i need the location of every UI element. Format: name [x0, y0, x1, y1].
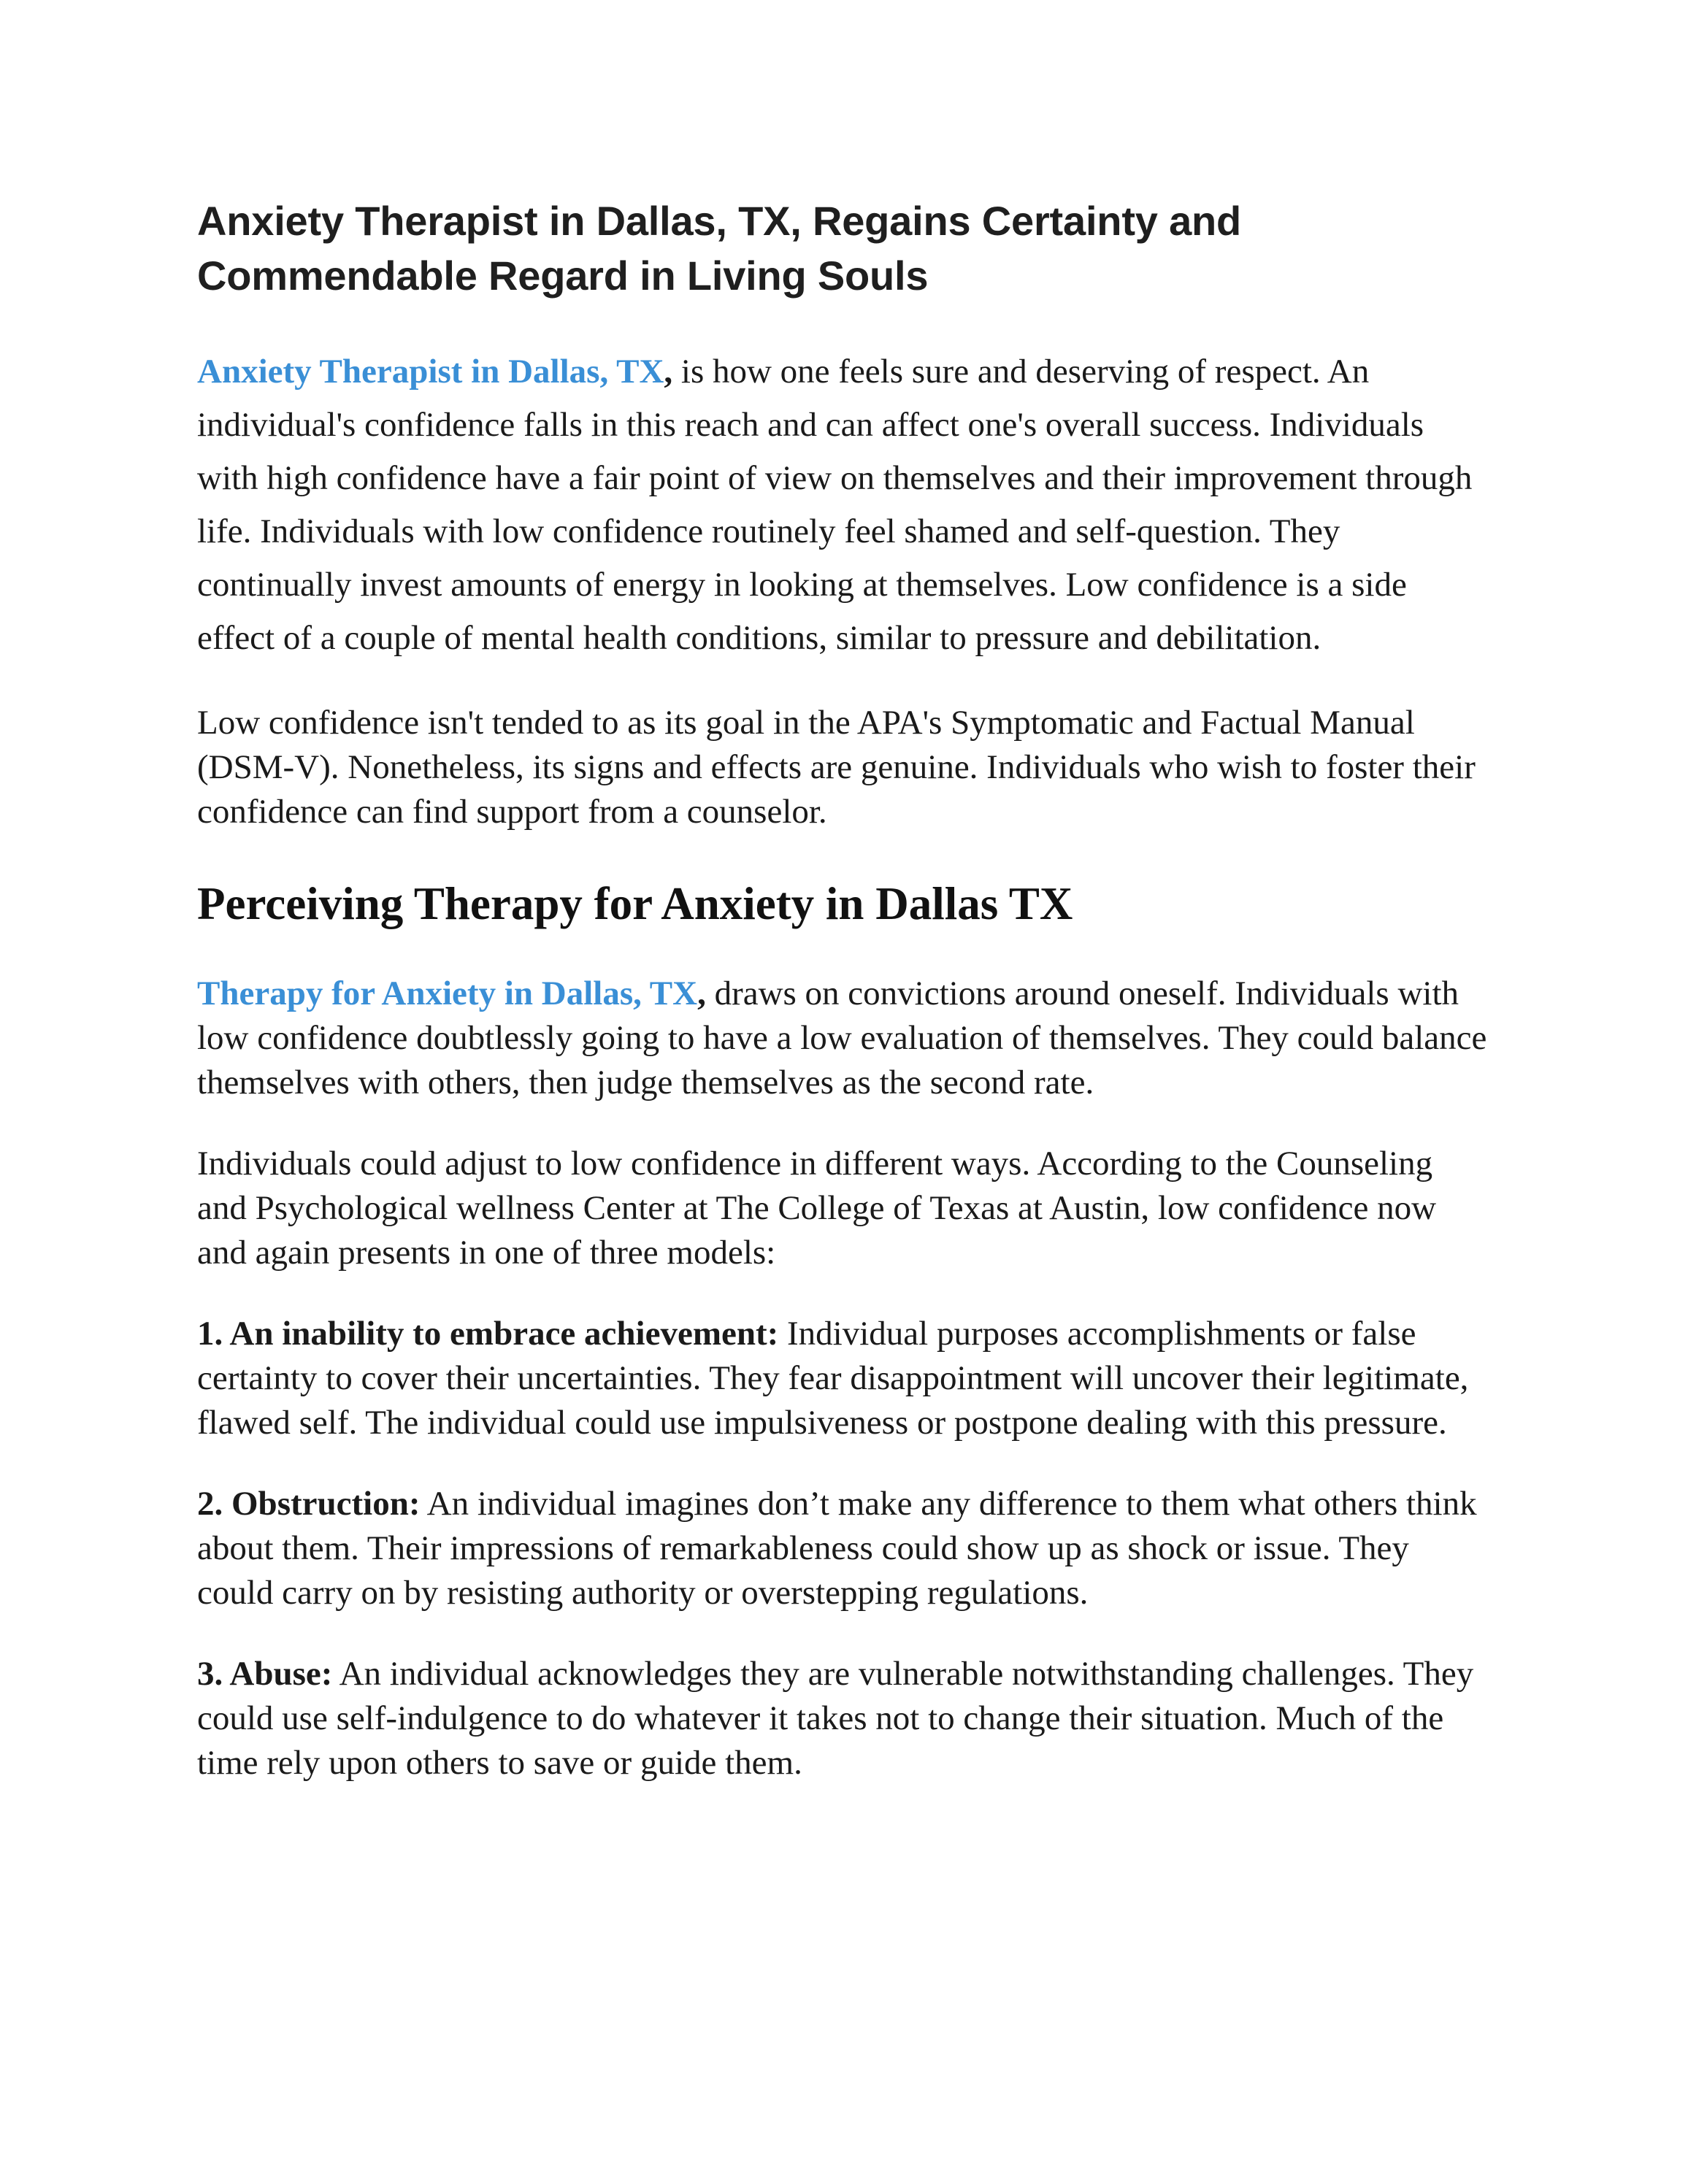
model-text-1: Individual purposes accomplishments or false certainty to cover their uncertainties. They fear disappointment will uncover their legitimate, flawed self. The individual could use impulsiveness or postpone dealing with this pressure. — [197, 1315, 1469, 1442]
document-title: Anxiety Therapist in Dallas, TX, Regains Certainty and Commendable Regard in Living Souls — [197, 198, 1242, 299]
model-label-3: 3. Abuse: — [197, 1655, 333, 1693]
model-item-3 — [197, 1652, 1489, 1785]
dsm-paragraph: Low confidence isn't tended to as its goal in the APA's Symptomatic and Factual Manual (DSM-V). Nonetheless, its signs and effects are genuine. Individuals who wish to foster their confidence can find support from a counselor. — [197, 704, 1476, 831]
section-intro-paragraph — [197, 972, 1489, 1105]
anxiety-therapist-link[interactable]: Anxiety Therapist in Dallas, TX — [197, 353, 664, 391]
section-link-comma: , — [697, 974, 706, 1012]
section-intro-text: draws on convictions around oneself. Individuals with low confidence doubtlessly going to have a low evaluation of themselves. They could balance themselves with others, then judge themselves as the second rate. — [197, 974, 1487, 1101]
intro-link-comma: , — [664, 353, 673, 391]
intro-paragraph — [197, 345, 1489, 665]
document-page — [197, 193, 1489, 1785]
model-item-1 — [197, 1312, 1489, 1445]
model-text-3: An individual acknowledges they are vulnerable notwithstanding challenges. They could use self-indulgence to do whatever it takes not to change their situation. Much of the time rely upon others to save or guide them. — [197, 1655, 1474, 1782]
model-item-2 — [197, 1482, 1489, 1615]
models-intro-paragraph: Individuals could adjust to low confidence in different ways. According to the Counseling and Psychological wellness Center at The College of Texas at Austin, low confidence now and again presents in one of three models: — [197, 1145, 1437, 1272]
intro-text: is how one feels sure and deserving of respect. An individual's confidence falls in this reach and can affect one's overall success. Individuals with high confidence have a fair point of view on themselves and their improvement through life. Individuals with low confidence routinely feel shamed and self-question. They continually invest amounts of energy in looking at themselves. Low confidence is a side effect of a couple of mental health conditions, similar to pressure and debilitation. — [197, 353, 1473, 657]
section-heading: Perceiving Therapy for Anxiety in Dallas TX — [197, 878, 1073, 929]
therapy-for-anxiety-link[interactable]: Therapy for Anxiety in Dallas, TX — [197, 974, 698, 1012]
model-label-2: 2. Obstruction: — [197, 1485, 421, 1523]
model-label-1: 1. An inability to embrace achievement: — [197, 1315, 779, 1353]
model-text-2: An individual imagines don’t make any difference to them what others think about them. Their impressions of remarkableness could show up as shock or issue. They could carry on by resisting authority or overstepping regulations. — [197, 1485, 1477, 1612]
